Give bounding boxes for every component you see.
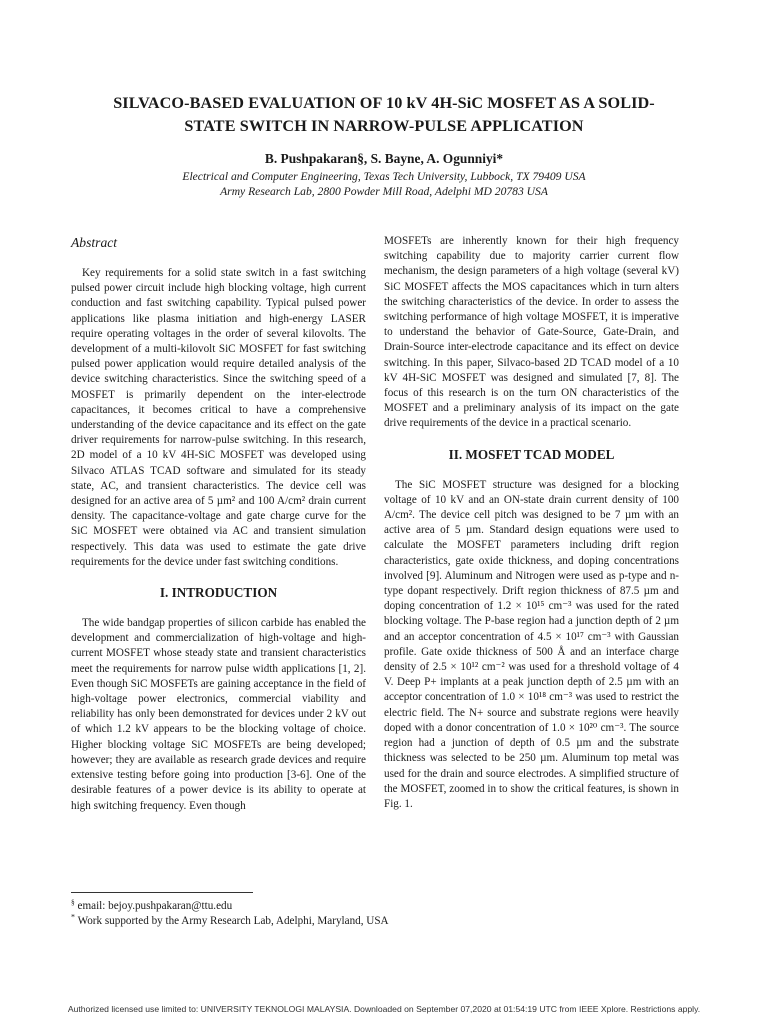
footnote-mark-section: § xyxy=(71,897,75,907)
footnote-funding xyxy=(71,914,471,929)
footnote-email-text: email: bejoy.pushpakaran@ttu.edu xyxy=(74,900,233,912)
right-column xyxy=(384,234,679,812)
abstract-text: Key requirements for a solid state switch in a fast switching pulsed power circuit include high blocking voltage, high current conduction and fast switching capability. Typical pulsed power applications like plasma initiation and high-energy LASER require operating voltages in the order of several kilovolts. The development of a multi-kilovolt SiC MOSFET for fast switching pulsed power application would require detailed analysis of the device switching characteristics. Since the switching speed of a MOSFET is primarily dependent on the inter-electrode capacitances, it becomes critical to have a comprehensive understanding of the device capacitance and its effect on the gate driver requirements for narrow-pulse switching. In this research, 2D model of a 10 kV 4H-SiC MOSFET was developed using Silvaco ATLAS TCAD software and simulated for its steady state, AC, and transient characteristics. The device cell was designed for an active area of 5 µm² and 100 A/cm² drain current density. The capacitance-voltage and gate charge curve for the SiC MOSFET were obtained via AC and transient simulation respectively. This data was used to estimate the gate drive requirements for the device under fast switching conditions. xyxy=(71,267,366,568)
title-line-2: STATE SWITCH IN NARROW-PULSE APPLICATION xyxy=(184,117,584,135)
authors: B. Pushpakaran§, S. Bayne, A. Ogunniyi* xyxy=(264,151,504,166)
affiliation-2: Army Research Lab, 2800 Powder Mill Road, Adelphi MD 20783 USA xyxy=(220,185,548,198)
license-notice: Authorized licensed use limited to: UNIVERSITY TEKNOLOGI MALAYSIA. Downloaded on September 07,2020 at 01:54:19 UTC from IEEE Xplore. Restrictions apply. xyxy=(67,1004,701,1014)
footnote-funding-text: Work supported by the Army Research Lab, Adelphi, Maryland, USA xyxy=(75,915,389,927)
affiliation-1: Electrical and Computer Engineering, Texas Tech University, Lubbock, TX 79409 USA xyxy=(182,170,586,183)
section-heading-introduction: I. INTRODUCTION xyxy=(159,585,278,601)
tcad-model-text: The SiC MOSFET structure was designed for a blocking voltage of 10 kV and an ON-state drain current density of 100 A/cm². The device cell pitch was designed to be 7 µm with an active area of 5 µm. Standard design equations were used to calculate the MOSFET parameters including drift region characteristics, gate oxide thickness, and doping concentrations involved [9]. Aluminum and Nitrogen were used as p-type and n-type dopant respectively. Drift region thickness of 87.5 µm and doping concentration of 1.2 × 10¹⁵ cm⁻³ was used for the rated blocking voltage. The P-base region had a junction depth of 2 µm and an acceptor concentration of 4.5 × 10¹⁷ cm⁻³ with Gaussian profile. Gate oxide thickness of 500 Å and an interface charge density of 2.5 × 10¹² cm⁻² was used for a threshold voltage of 4 V. Deep P+ implants at a peak junction depth of 2.5 µm with an acceptor concentration of 1.0 × 10¹⁸ cm⁻³ was used to restrict the electric field. The N+ source and substrate regions were heavily doped with a donor concentration of 1.0 × 10²⁰ cm⁻³. The source region had a junction of depth of 0.5 µm and the substrate thickness was selected to be 250 µm. Aluminum top metal was used for the drain and source electrodes. A simplified structure of the MOSFET, zoomed in to show the critical features, is shown in Fig. 1. xyxy=(384,478,679,810)
introduction-text: The wide bandgap properties of silicon carbide has enabled the development and commercialization of high-voltage and high-current MOSFET whose steady state and transient characteristics meet the requirements for narrow pulse width applications [1, 2]. Even though SiC MOSFETs are gaining acceptance in the field of high-voltage power electronics, commercial viability and reliability has only been demonstrated for devices under 2 kV out of which 1.2 kV appears to be the blocking voltage of choice. Higher blocking voltage SiC MOSFETs are being developed; however; they are available as research grade devices and require extensive testing before going into production [3-6]. One of the desirable features of a power device is its ability to operate at high switching frequency. Even though xyxy=(71,617,366,812)
footnote-rule xyxy=(71,892,253,893)
footnotes xyxy=(71,899,471,929)
introduction-continued-text: MOSFETs are inherently known for their high frequency switching capability due to majority carrier current flow mechanism, the design parameters of a high voltage (several kV) SiC MOSFET affects the MOS capacitances which in turn alters the switching characteristics of the device. In order to assess the switching performance of high voltage MOSFET, it is imperative to understand the behavior of Gate-Source, Gate-Drain, and Drain-Source inter-electrode capacitance and its effect on device switching. In this paper, Silvaco-based 2D TCAD model of a 10 kV 4H-SiC MOSFET was designed and simulated [7, 8]. The focus of this research is on the turn ON characteristics of the MOSFET and a preliminary analysis of its impact on the gate drive requirements of the device in a practical scenario. xyxy=(384,235,679,430)
left-column xyxy=(71,234,366,814)
section-heading-tcad-model: II. MOSFET TCAD MODEL xyxy=(448,446,615,462)
title-line-1: SILVACO-BASED EVALUATION OF 10 kV 4H-SiC MOSFET AS A SOLID- xyxy=(113,94,655,112)
footnote-mark-star: * xyxy=(71,912,75,922)
footnote-email xyxy=(71,899,471,914)
paper-title xyxy=(60,92,708,138)
abstract-heading: Abstract xyxy=(71,235,118,250)
